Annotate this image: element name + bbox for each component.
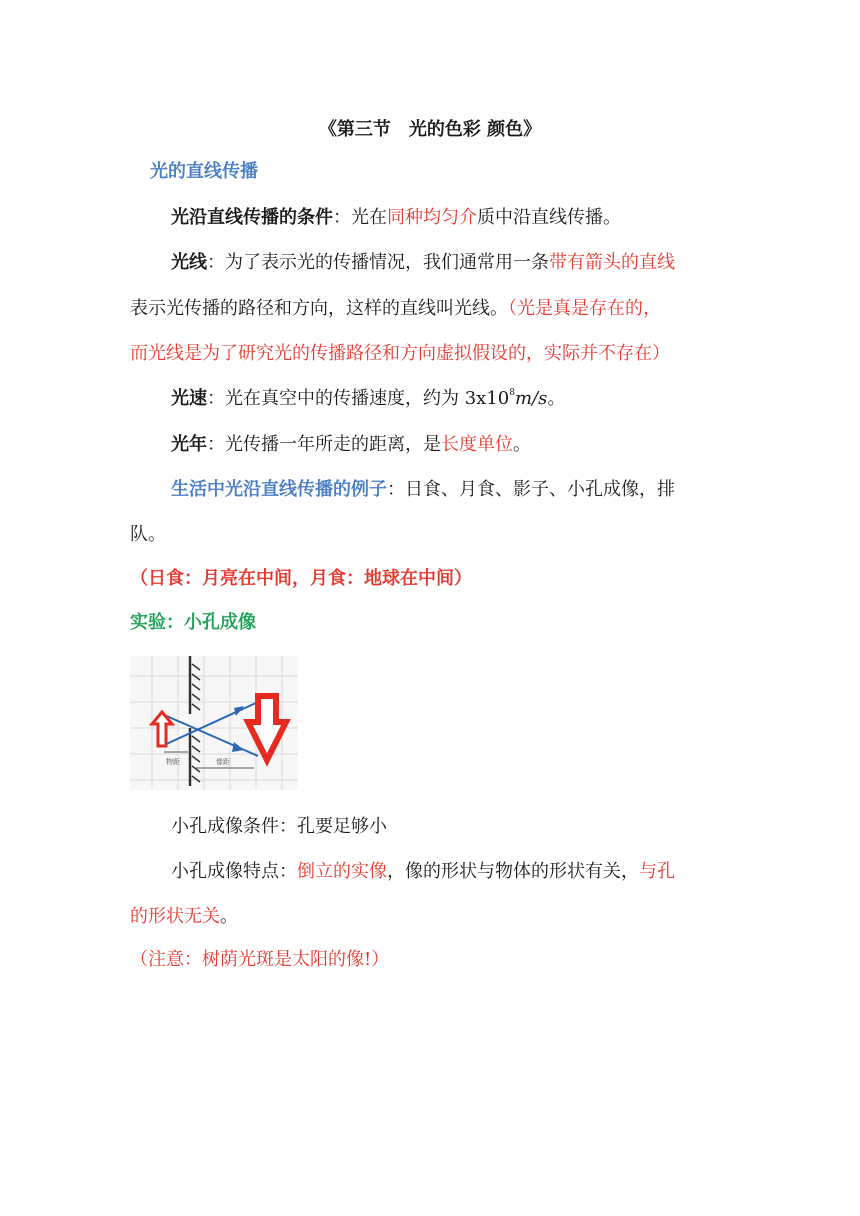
text: 为了表示光的传播情况，我们通常用一条	[225, 252, 549, 273]
text: 光传播一年所走的距离，是	[225, 434, 441, 455]
text: 。	[513, 434, 531, 455]
text: 表示光传播的路径和方向，这样的直线叫光线。	[130, 298, 508, 319]
text: 。	[547, 388, 566, 409]
text: 小孔成像特点：	[171, 861, 297, 882]
separator: ：	[207, 252, 225, 273]
term-label: 生活中光沿直线传播的例子	[171, 479, 387, 500]
paragraph-light-ray	[171, 251, 675, 275]
experiment-heading: 实验：小孔成像	[130, 612, 256, 633]
highlight: 与孔	[639, 861, 675, 882]
term-label: 光线	[171, 252, 207, 273]
pinhole-features-line2	[130, 905, 238, 929]
highlight: 的形状无关	[130, 906, 220, 927]
paragraph-conditions	[171, 206, 621, 230]
term-label: 光年	[171, 434, 207, 455]
term-label: 光沿直线传播的条件	[171, 207, 333, 228]
text: 光在真空中的传播速度，约为 3x10	[225, 388, 510, 409]
pinhole-diagram-svg	[130, 656, 298, 790]
object-distance-label: 物距	[166, 758, 180, 766]
highlight: 带有箭头的直线	[549, 252, 675, 273]
highlight: 长度单位	[441, 434, 513, 455]
note-shade-spots: （注意：树荫光斑是太阳的像!）	[130, 949, 390, 970]
text: 光在	[351, 207, 387, 228]
separator: ：	[387, 479, 405, 500]
pinhole-features	[171, 860, 675, 884]
text: 质中沿直线传播。	[477, 207, 621, 228]
highlight: 倒立的实像	[297, 861, 387, 882]
pinhole-diagram	[130, 656, 298, 790]
paragraph-examples	[171, 478, 675, 502]
paragraph-light-ray-line3: 而光线是为了研究光的传播路径和方向虚拟假设的，实际并不存在）	[130, 343, 670, 364]
text: ，像的形状与物体的形状有关，	[387, 861, 639, 882]
note-eclipse: （日食：月亮在中间，月食：地球在中间）	[130, 568, 472, 589]
paragraph-light-ray-line2	[130, 297, 661, 321]
paragraph-examples-line2: 队。	[130, 524, 166, 545]
paragraph-light-year	[171, 433, 531, 457]
unit: m/s	[514, 388, 548, 409]
separator: ：	[333, 207, 351, 228]
highlight: （光是真是存在的，	[508, 298, 661, 319]
pinhole-condition: 小孔成像条件：孔要足够小	[171, 816, 387, 837]
text: 。	[220, 906, 238, 927]
image-distance-label: 像距	[216, 758, 230, 766]
exponent: 8	[509, 388, 515, 398]
separator: ：	[207, 434, 225, 455]
page-title: 《第三节 光的色彩 颜色》	[318, 119, 542, 140]
term-label: 光速	[171, 388, 207, 409]
highlight: 同种均匀介	[387, 207, 477, 228]
separator: ：	[207, 388, 225, 409]
paragraph-light-speed	[171, 387, 565, 411]
section-heading: 光的直线传播	[150, 161, 258, 182]
text: 日食、月食、影子、小孔成像，排	[405, 479, 675, 500]
